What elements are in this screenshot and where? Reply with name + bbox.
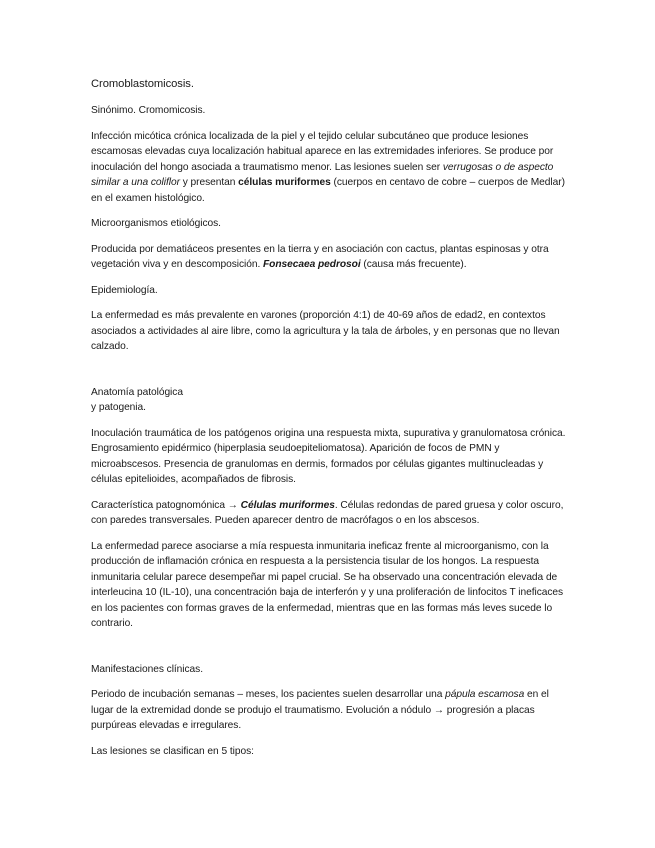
epi-heading: Epidemiología. (91, 284, 158, 296)
anat-paragraph-3: La enfermedad parece asociarse a mía respuesta inmunitaria ineficaz frente al microorganismo, con la producción de inflamación crónica en respuesta a la persistencia tisular de los hongos. La respuesta inmunitaria celular parece desempeñar mi papel crucial. Se ha observado una concentración elevada de interleucina 10 (IL-10), una concentración baja de interferón y y una proliferación de linfocitos T ineficaces en los pacientes con formas graves de la enfermedad, mientras que en las formas más leves sucede lo contrario. (91, 540, 564, 629)
anat-heading-line-1: Anatomía patológica (91, 386, 183, 398)
clin-p1-text-1: Periodo de incubación semanas – meses, los pacientes suelen desarrollar una (91, 689, 446, 700)
clin-heading: Manifestaciones clínicas. (91, 663, 203, 675)
intro-bold-muriformes: células muriformes (238, 177, 331, 188)
intro-paragraph (91, 129, 571, 207)
clin-p1-text-2: en el lugar de la extremidad donde se produjo el traumatismo. Evolución a nódulo → progresión a placas purpúreas elevadas e irregulares. (91, 689, 549, 731)
micro-paragraph (91, 242, 571, 273)
anat-p2-text-1: Característica patognomónica → (91, 499, 241, 511)
synonym-line: Sinónimo. Cromomicosis. (91, 105, 206, 116)
document-page (91, 76, 571, 769)
anat-p2-text-2: . Células redondas de pared gruesa y color oscuro, con paredes transversales. Pueden aparecer dentro de macrófagos o en los abscesos. (91, 499, 564, 526)
anat-paragraph-2 (91, 498, 571, 529)
epi-paragraph: La enfermedad es más prevalente en varones (proporción 4:1) de 40-69 años de edad2, en contextos asociados a actividades al aire libre, como la agricultura y la tala de árboles, y en personas que no llevan calzado. (91, 310, 560, 352)
intro-text-1: Infección micótica crónica localizada de la piel y el tejido celular subcutáneo que produce lesiones escamosas elevadas cuya localización habitual aparece en las extremidades inferiores. Se produce por inoculación del hongo asociada a traumatismo menor. Las lesiones suelen ser (91, 130, 554, 173)
clin-paragraph-1 (91, 687, 571, 734)
clin-p1-italic-papula: pápula escamosa (445, 689, 525, 700)
micro-heading: Microorganismos etiológicos. (91, 218, 221, 229)
micro-bold-italic-fonsecaea: Fonsecaea pedrosoi (263, 259, 361, 270)
anat-p2-bold-italic-celulas: Células muriformes (240, 499, 335, 511)
anat-heading (91, 385, 571, 416)
anat-paragraph-1: Inoculación traumática de los patógenos origina una respuesta mixta, supurativa y granulomatosa crónica. Engrosamiento epidérmico (hiperplasia seudoepiteliomatosa). Aparición de focos de PMN y microabscesos. Presencia de granulomas en dermis, formados por células gigantes multinucleadas y células epitelioides, acompañados de fibrosis. (91, 427, 566, 485)
intro-text-2: y presentan (179, 177, 239, 188)
micro-text-1: Producida por dematiáceos presentes en la tierra y en asociación con cactus, plantas espinosas y otra vegetación viva y en descomposición. (91, 243, 549, 270)
intro-text-3: (cuerpos en centavo de cobre – cuerpos de Medlar) en el examen histológico. (91, 177, 565, 204)
section-spacer-2 (91, 642, 571, 662)
clin-paragraph-2: Las lesiones se clasifican en 5 tipos: (91, 745, 254, 757)
micro-text-2: (causa más frecuente). (360, 259, 467, 270)
document-title: Cromoblastomicosis. (91, 78, 194, 90)
anat-heading-line-2: y patogenia. (91, 402, 146, 413)
intro-italic-verrugosas: verrugosas o de aspecto similar a una coliflor (91, 161, 554, 188)
section-spacer (91, 365, 571, 385)
